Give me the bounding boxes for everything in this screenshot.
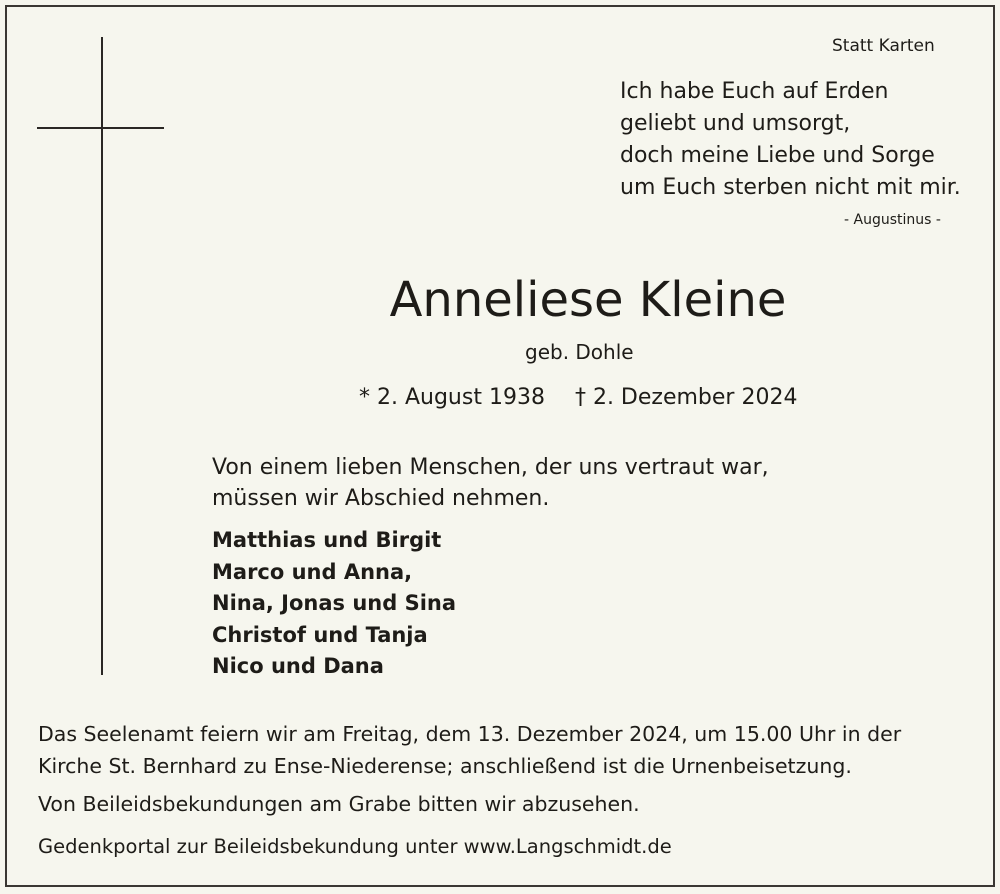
intro-text: [212, 452, 769, 514]
service-line: Das Seelenamt feiern wir am Freitag, dem 13. Dezember 2024, um 15.00 Uhr in der: [38, 722, 902, 746]
family-member: Christof und Tanja: [212, 622, 428, 647]
birth-name: geb. Dohle: [525, 340, 634, 364]
quote-line: geliebt und umsorgt,: [620, 111, 851, 136]
service-info: [38, 718, 901, 782]
condolence-note: Von Beileidsbekundungen am Grabe bitten wir abzusehen.: [38, 792, 640, 816]
death-date: † 2. Dezember 2024: [574, 385, 798, 410]
family-member: Matthias und Birgit: [212, 528, 442, 552]
intro-line: Von einem lieben Menschen, der uns vertraut war,: [212, 455, 769, 480]
quote-line: Ich habe Euch auf Erden: [620, 79, 889, 104]
family-list: [212, 525, 456, 683]
intro-line: müssen wir Abschied nehmen.: [212, 486, 550, 511]
cross-vertical-bar: [101, 37, 103, 675]
quote-line: doch meine Liebe und Sorge: [620, 143, 935, 168]
memorial-portal-note: Gedenkportal zur Beileidsbekundung unter www.Langschmidt.de: [38, 835, 672, 858]
family-member: Nico und Dana: [212, 654, 384, 678]
quote-line: um Euch sterben nicht mit mir.: [620, 175, 961, 200]
family-member: Nina, Jonas und Sina: [212, 591, 457, 615]
service-line: Kirche St. Bernhard zu Ense-Niederense; anschließend ist die Urnenbeisetzung.: [38, 754, 852, 778]
birth-date: * 2. August 1938: [359, 385, 545, 410]
life-dates: [359, 385, 797, 410]
quote-author: - Augustinus -: [844, 212, 941, 228]
family-member: Marco und Anna,: [212, 559, 413, 584]
quote-block: [620, 76, 961, 204]
cross-horizontal-bar: [37, 127, 164, 129]
deceased-name: Anneliese Kleine: [389, 272, 787, 328]
statt-karten-label: Statt Karten: [832, 36, 935, 56]
